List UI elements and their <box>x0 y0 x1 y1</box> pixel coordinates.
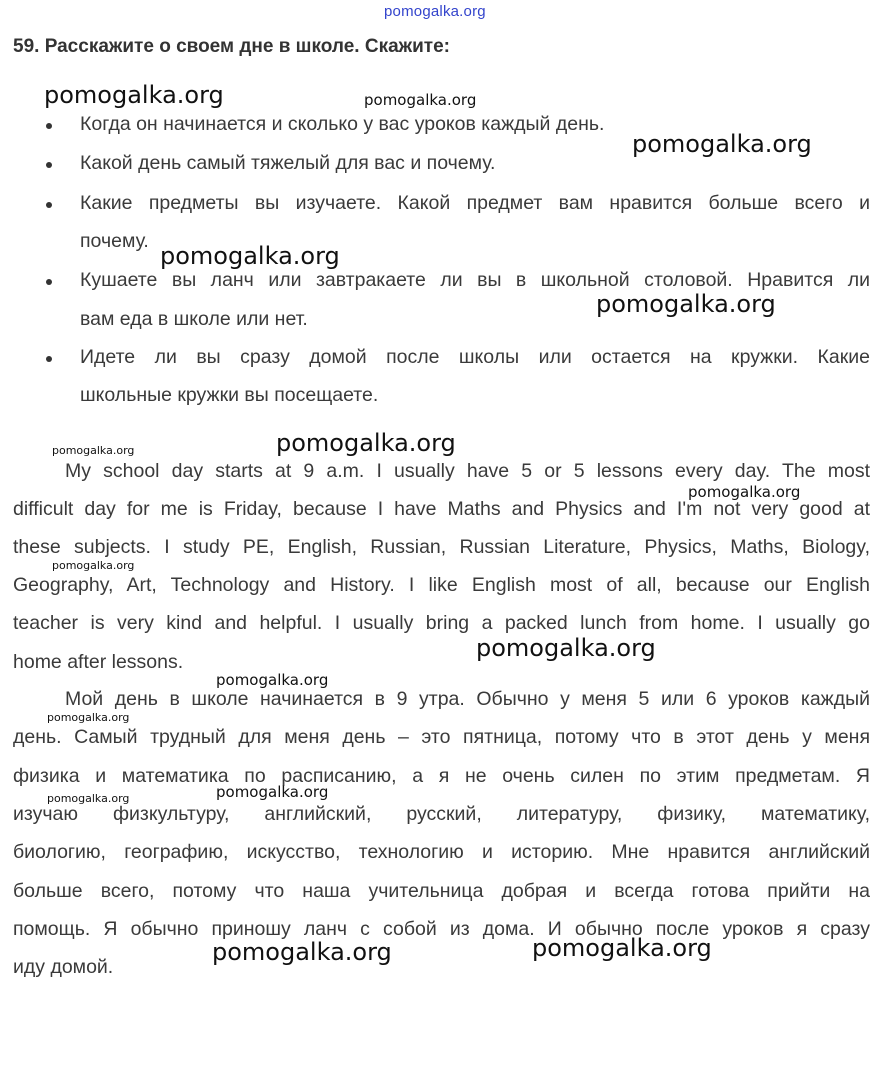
watermark: pomogalka.org <box>160 242 340 270</box>
russian-paragraph-line: иду домой. <box>13 956 114 979</box>
bullet-item-line: вам еда в школе или нет. <box>80 308 308 330</box>
russian-paragraph-line: биологию, географию, искусство, технологию и историю. Мне нравится английский <box>13 841 870 864</box>
english-paragraph-line: My school day starts at 9 a.m. I usually have 5 or 5 lessons every day. The most <box>65 460 870 482</box>
watermark: pomogalka.org <box>44 81 224 109</box>
russian-paragraph-line: физика и математика по расписанию, а я не очень силен по этим предметам. Я <box>13 764 870 787</box>
watermark: pomogalka.org <box>52 444 135 457</box>
bullet-item-line: школьные кружки вы посещаете. <box>80 384 379 406</box>
watermark: pomogalka.org <box>632 130 812 158</box>
watermark: pomogalka.org <box>47 711 130 724</box>
bullet-icon <box>46 356 52 362</box>
russian-paragraph-line: помощь. Я обычно приношу ланч с собой из дома. И обычно после уроков я сразу <box>13 917 870 940</box>
watermark: pomogalka.org <box>596 290 776 318</box>
english-paragraph-line: teacher is very kind and helpful. I usually bring a packed lunch from home. I usually go <box>13 612 870 635</box>
bullet-icon <box>46 162 52 168</box>
watermark: pomogalka.org <box>216 671 329 689</box>
english-paragraph-line: these subjects. I study PE, English, Russian, Russian Literature, Physics, Maths, Biology, <box>13 536 870 559</box>
bullet-item-line: Идете ли вы сразу домой после школы или остается на кружки. Какие <box>80 346 870 368</box>
watermark: pomogalka.org <box>364 91 477 109</box>
russian-paragraph-line: день. Самый трудный для меня день – это пятница, потому что в этот день у меня <box>13 726 870 749</box>
russian-paragraph-line: Мой день в школе начинается в 9 утра. Обычно у меня 5 или 6 уроков каждый <box>65 688 870 710</box>
bullet-item-line: Когда он начинается и сколько у вас уроков каждый день. <box>80 113 605 135</box>
bullet-icon <box>46 202 52 208</box>
russian-paragraph-line: больше всего, потому что наша учительница добрая и всегда готова прийти на <box>13 879 870 902</box>
english-paragraph-line: home after lessons. <box>13 650 184 673</box>
bullet-item-line: почему. <box>80 230 149 252</box>
watermark: pomogalka.org <box>216 783 329 801</box>
watermark: pomogalka.org <box>532 934 712 962</box>
watermark: pomogalka.org <box>212 938 392 966</box>
english-paragraph-line: difficult day for me is Friday, because I have Maths and Physics and I'm not very good at <box>13 498 870 521</box>
exercise-title: 59. Расскажите о своем дне в школе. Скажите: <box>13 36 450 57</box>
bullet-icon <box>46 123 52 129</box>
bullet-icon <box>46 279 52 285</box>
russian-paragraph-line: изучаю физкультуру, английский, русский, литературу, физику, математику, <box>13 802 870 825</box>
watermark: pomogalka.org <box>476 634 656 662</box>
header-watermark-link[interactable]: pomogalka.org <box>384 3 486 20</box>
bullet-item-line: Какой день самый тяжелый для вас и почему. <box>80 152 496 174</box>
watermark: pomogalka.org <box>688 483 801 501</box>
bullet-item-line: Кушаете вы ланч или завтракаете ли вы в школьной столовой. Нравится ли <box>80 269 870 291</box>
watermark: pomogalka.org <box>52 559 135 572</box>
english-paragraph-line: Geography, Art, Technology and History. I like English most of all, because our English <box>13 574 870 597</box>
watermark: pomogalka.org <box>276 429 456 457</box>
bullet-item-line: Какие предметы вы изучаете. Какой предмет вам нравится больше всего и <box>80 192 870 214</box>
watermark: pomogalka.org <box>47 792 130 805</box>
